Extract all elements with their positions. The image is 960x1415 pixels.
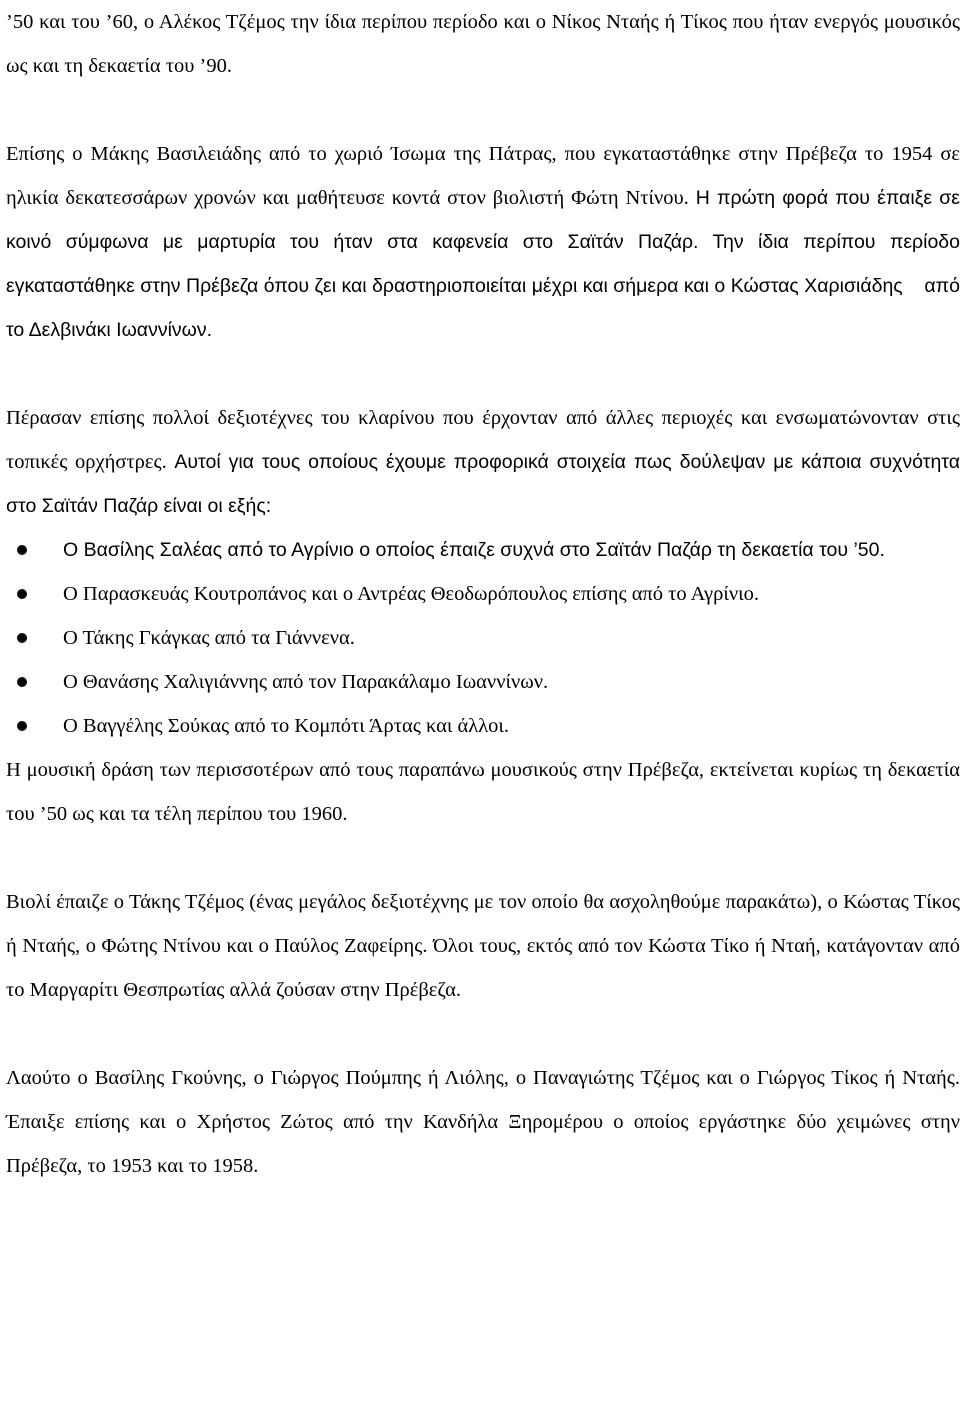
bullet-icon [17, 677, 27, 687]
list-item [6, 528, 960, 572]
list-item-text: Ο Βαγγέλης Σούκας από το Κομπότι Άρτας και άλλοι. [63, 715, 510, 737]
paragraph-clarinet-text-1: Πέρασαν επίσης πολλοί δεξιοτέχνες του κλαρίνου που έρχονταν από άλλες περιοχές και ενσωματώνονταν στις τοπικές ορχήστρες. [6, 407, 960, 473]
paragraph-after-list-text: Η μουσική δράση των περισσοτέρων από τους παραπάνω μουσικούς στην Πρέβεζα, εκτείνεται κυρίως τη δεκαετία του ’50 ως και τα τέλη περίπου του 1960. [6, 759, 960, 825]
paragraph-violin [6, 880, 960, 1012]
bullet-icon [17, 633, 27, 643]
list-item [6, 616, 960, 660]
paragraph-clarinet-text-2: Αυτοί για τους οποίους έχουμε προφορικά στοιχεία πως δούλεψαν με κάποια συχνότητα στο Σαϊτάν Παζάρ είναι οι εξής: [6, 451, 960, 517]
clarinetists-list [6, 528, 960, 748]
paragraph-vasileiadis-text-2: Η πρώτη φορά που έπαιξε σε κοινό σύμφωνα με μαρτυρία του ήταν στα καφενεία στο Σαϊτάν Παζάρ. Την ίδια περίπου περίοδο εγκαταστάθηκε στην Πρέβεζα όπου ζει και δραστηριοποιείται μέχρι και σήμερα και ο Κώστας Χαρισιάδης από το Δελβινάκι Ιωαννίνων. [6, 187, 960, 341]
list-item-text: Ο Παρασκευάς Κουτροπάνος και ο Αντρέας Θεοδωρόπουλος επίσης από το Αγρίνιο. [63, 583, 759, 605]
list-item [6, 704, 960, 748]
paragraph-intro [6, 0, 960, 88]
document-page [6, 0, 960, 1188]
bullet-icon [17, 545, 27, 555]
paragraph-lute [6, 1056, 960, 1188]
paragraph-after-list [6, 748, 960, 836]
list-item-text: Ο Βασίλης Σαλέας από το Αγρίνιο ο οποίος έπαιζε συχνά στο Σαϊτάν Παζάρ τη δεκαετία του ’50. [63, 539, 885, 561]
paragraph-intro-text: ’50 και του ’60, ο Αλέκος Τζέμος την ίδια περίπου περίοδο και ο Νίκος Νταής ή Τίκος που ήταν ενεργός μουσικός ως και τη δεκαετία του ’90. [6, 11, 960, 77]
paragraph-vasileiadis-text-1: Επίσης ο Μάκης Βασιλειάδης από το χωριό Ίσωμα της Πάτρας, που εγκαταστάθηκε στην Πρέβεζα το 1954 σε ηλικία δεκατεσσάρων χρονών και μαθήτευσε κοντά στον βιολιστή Φώτη Ντίνου. [6, 143, 960, 209]
bullet-icon [17, 589, 27, 599]
paragraph-clarinet [6, 396, 960, 528]
paragraph-vasileiadis [6, 132, 960, 352]
list-item [6, 660, 960, 704]
paragraph-lute-text: Λαούτο ο Βασίλης Γκούνης, ο Γιώργος Πούμπης ή Λιόλης, ο Παναγιώτης Τζέμος και ο Γιώργος Τίκος ή Νταής. Έπαιξε επίσης και ο Χρήστος Ζώτος από την Κανδήλα Ξηρομέρου ο οποίος εργάστηκε δύο χειμώνες στην Πρέβεζα, το 1953 και το 1958. [6, 1067, 960, 1177]
paragraph-violin-text: Βιολί έπαιζε ο Τάκης Τζέμος (ένας μεγάλος δεξιοτέχνης με τον οποίο θα ασχοληθούμε παρακάτω), ο Κώστας Τίκος ή Νταής, ο Φώτης Ντίνου και ο Παύλος Ζαφείρης. Όλοι τους, εκτός από τον Κώστα Τίκο ή Νταή, κατάγονταν από το Μαργαρίτι Θεσπρωτίας αλλά ζούσαν στην Πρέβεζα. [6, 891, 960, 1001]
list-item-text: Ο Τάκης Γκάγκας από τα Γιάννενα. [63, 627, 355, 649]
list-item [6, 572, 960, 616]
bullet-icon [17, 721, 27, 731]
list-item-text: Ο Θανάσης Χαλιγιάννης από τον Παρακάλαμο Ιωαννίνων. [63, 671, 549, 693]
